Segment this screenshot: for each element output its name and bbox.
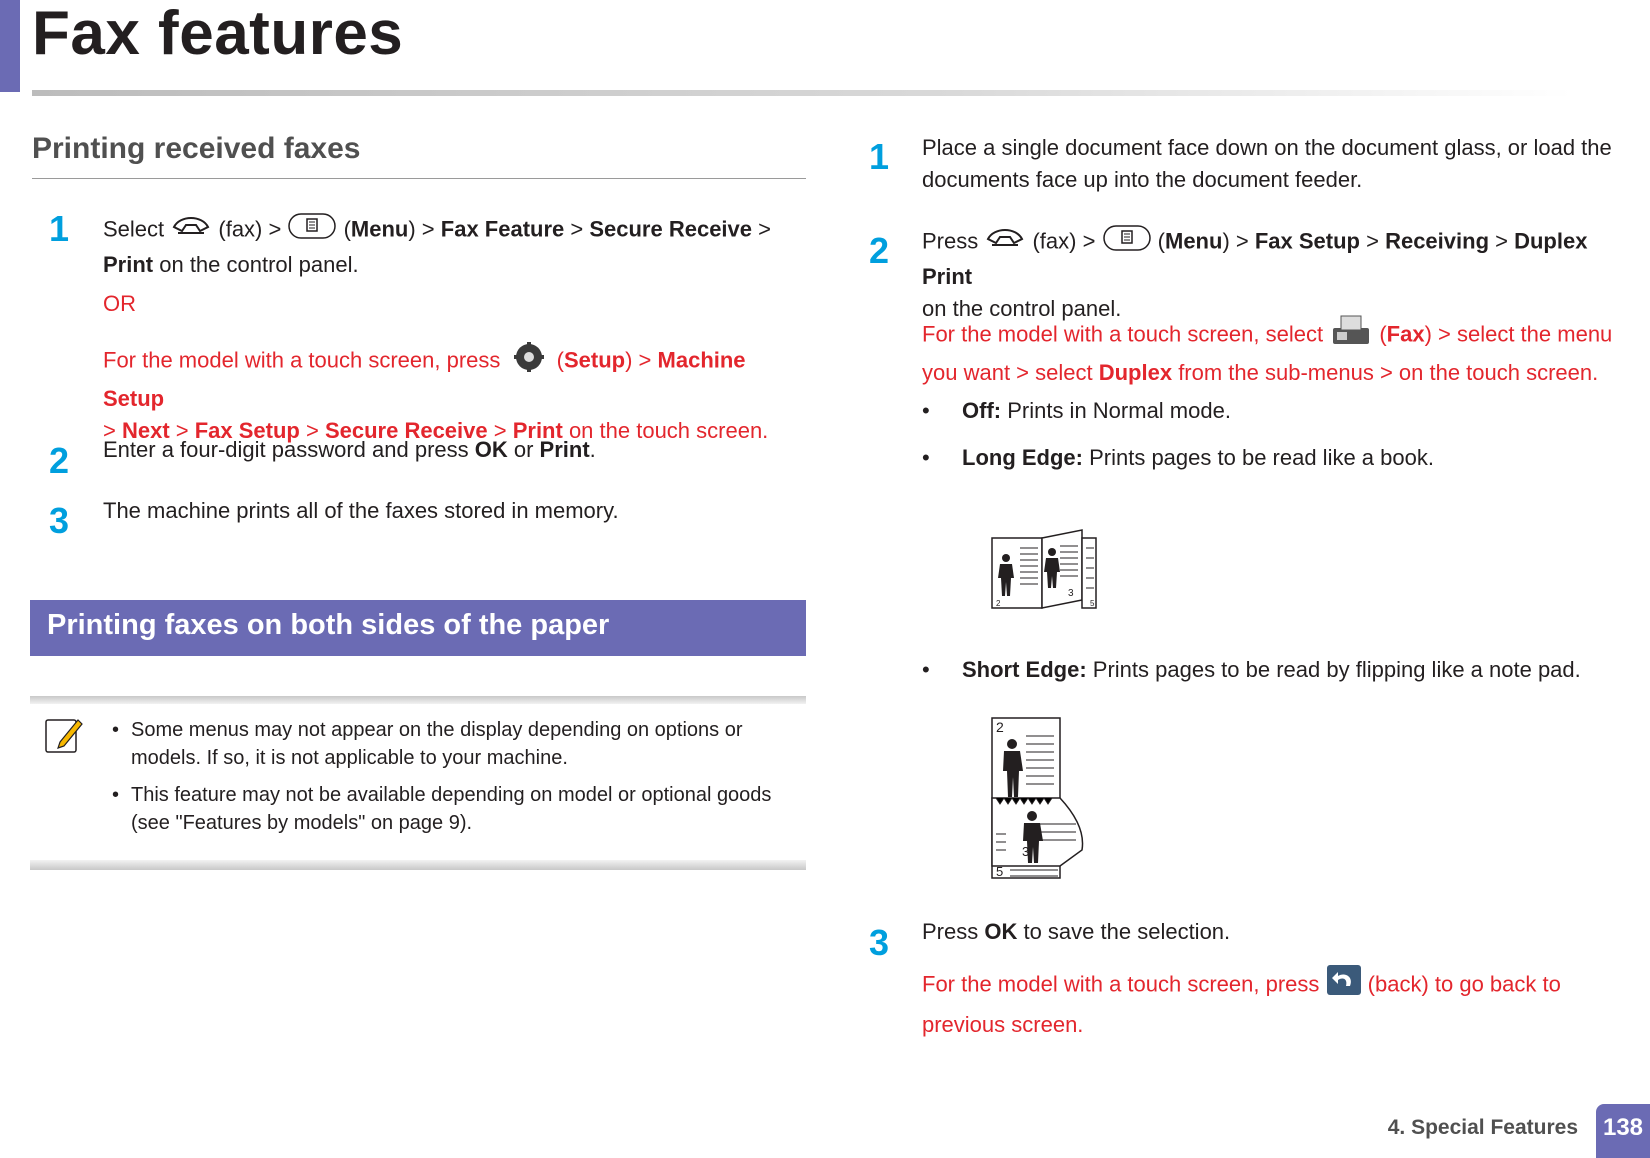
short-edge-page-3: 3 xyxy=(1022,844,1030,859)
header-accent-bar xyxy=(0,0,20,92)
or-label: OR xyxy=(103,291,136,316)
short-edge-illustration xyxy=(990,716,1090,887)
section-divider xyxy=(32,178,806,179)
note-bottom-rule xyxy=(30,860,806,870)
step-number: 1 xyxy=(868,136,890,177)
short-edge-page-2: 2 xyxy=(996,719,1004,735)
option-long-edge: • Long Edge: Prints pages to be read like a book. xyxy=(922,445,1434,470)
step-1-text: Select (fax) > (Menu) > Fax Feature > Secure Receive > Print on the control panel. xyxy=(103,212,803,281)
long-edge-page-2: 2 xyxy=(996,599,1001,608)
note-top-rule xyxy=(30,696,806,704)
step-number: 3 xyxy=(48,500,70,541)
note-pencil-icon xyxy=(44,714,84,761)
option-short-edge: • Short Edge: Prints pages to be read by flipping like a note pad. xyxy=(922,657,1581,682)
right-step-1-text: Place a single document face down on the document glass, or load the documents face up into the document feeder. xyxy=(922,135,1612,192)
banner-title: Printing faxes on both sides of the paper xyxy=(47,609,610,641)
fax-icon xyxy=(984,225,1026,260)
right-step-2-text: Press (fax) > (Menu) > Fax Setup > Receiving > Duplex Print on the control panel. xyxy=(922,224,1632,325)
back-icon xyxy=(1326,964,1362,1007)
section-heading: Printing received faxes xyxy=(32,132,361,165)
fax-icon xyxy=(170,213,212,248)
footer-chapter-label: 4. Special Features xyxy=(1387,1116,1578,1139)
step-1-touch-text: For the model with a touch screen, press (Setup) > Machine Setup > Next > Fax Setup > Secure Receive > Print on the touch screen. xyxy=(103,340,808,447)
fax-machine-icon xyxy=(1329,314,1373,357)
note-item-2: This feature may not be available depending on model or optional goods (see "Features by models" on page 9). xyxy=(131,784,772,834)
right-step-2-touch-text: For the model with a touch screen, select (Fax) > select the menu you want > select Duplex from the sub-menus > on the touch screen. xyxy=(922,314,1627,389)
option-off: • Off: Prints in Normal mode. xyxy=(922,398,1231,423)
step-3-text: The machine prints all of the faxes stored in memory. xyxy=(103,498,619,523)
page-number-badge: 138 xyxy=(1596,1104,1650,1158)
menu-button-icon xyxy=(287,212,337,249)
menu-button-icon xyxy=(1102,224,1152,261)
long-edge-page-3: 3 xyxy=(1068,588,1074,599)
step-number: 3 xyxy=(868,922,890,963)
step-number: 2 xyxy=(868,230,890,271)
page-title: Fax features xyxy=(32,0,404,68)
short-edge-page-5: 5 xyxy=(996,864,1004,879)
setup-gear-icon xyxy=(507,340,551,383)
step-number: 1 xyxy=(48,208,70,249)
long-edge-page-5: 5 xyxy=(1090,599,1095,608)
long-edge-illustration xyxy=(990,528,1100,617)
section-banner xyxy=(30,600,806,656)
step-2-text: Enter a four-digit password and press OK or Print. xyxy=(103,437,596,462)
right-step-3-touch-text: For the model with a touch screen, press (back) to go back to previous screen. xyxy=(922,964,1622,1043)
right-step-3-text: Press OK to save the selection. xyxy=(922,919,1231,944)
step-number: 2 xyxy=(48,440,70,481)
note-bullet-marker: • xyxy=(112,784,120,806)
title-rule xyxy=(32,90,1572,96)
note-item-1: Some menus may not appear on the display depending on options or models. If so, it is not applicable to your machine. xyxy=(131,719,743,769)
note-bullet-marker: • xyxy=(112,719,120,741)
